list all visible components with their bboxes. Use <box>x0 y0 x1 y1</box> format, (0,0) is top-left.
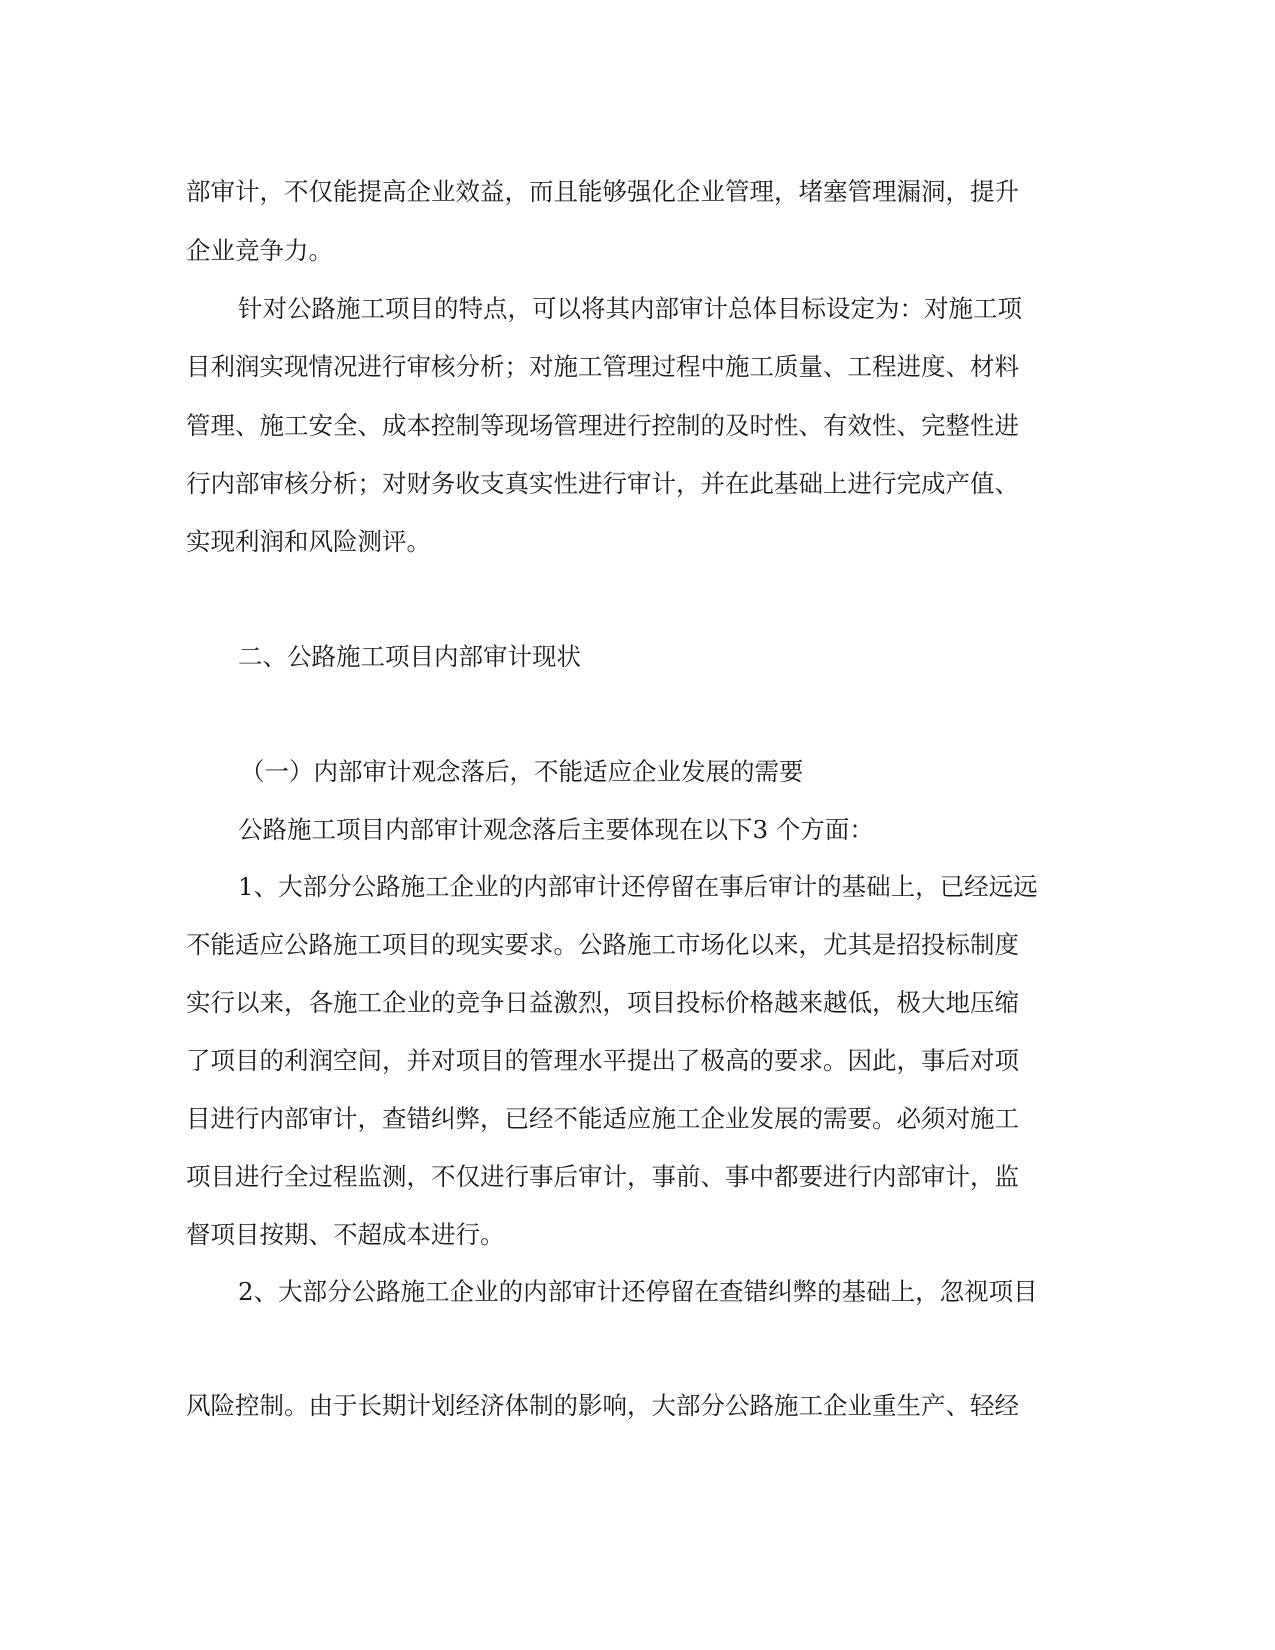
paragraph-2-line-2: 目利润实现情况进行审核分析；对施工管理过程中施工质量、工程进度、材料 <box>186 352 1019 381</box>
point-1-line-1: 1、大部分公路施工企业的内部审计还停留在事后审计的基础上，已经远远 <box>238 872 1038 901</box>
point-1-line-5: 目进行内部审计，查错纠弊，已经不能适应施工企业发展的需要。必须对施工 <box>186 1104 1019 1133</box>
point-1-line-7: 督项目按期、不超成本进行。 <box>186 1220 505 1249</box>
intro-line: 公路施工项目内部审计观念落后主要体现在以下3 个方面： <box>238 815 874 844</box>
paragraph-1-line-2: 企业竞争力。 <box>186 236 333 265</box>
section-heading: 二、公路施工项目内部审计现状 <box>238 642 581 671</box>
point-1-line-6: 项目进行全过程监测，不仅进行事后审计，事前、事中都要进行内部审计，监 <box>186 1162 1019 1191</box>
point-1-line-4: 了项目的利润空间，并对项目的管理水平提出了极高的要求。因此，事后对项 <box>186 1046 1019 1075</box>
point-2-line-1: 2、大部分公路施工企业的内部审计还停留在查错纠弊的基础上，忽视项目 <box>238 1277 1038 1306</box>
subsection-heading: （一）内部审计观念落后，不能适应企业发展的需要 <box>240 757 804 786</box>
point-1-line-3: 实行以来，各施工企业的竞争日益激烈，项目投标价格越来越低，极大地压缩 <box>186 988 1019 1017</box>
paragraph-2-line-1: 针对公路施工项目的特点，可以将其内部审计总体目标设定为：对施工项 <box>238 294 1022 323</box>
paragraph-2-line-4: 行内部审核分析；对财务收支真实性进行审计，并在此基础上进行完成产值、 <box>186 469 1019 498</box>
paragraph-2-line-3: 管理、施工安全、成本控制等现场管理进行控制的及时性、有效性、完整性进 <box>186 411 1019 440</box>
point-1-line-2: 不能适应公路施工项目的现实要求。公路施工市场化以来，尤其是招投标制度 <box>186 930 1019 959</box>
point-2-line-2: 风险控制。由于长期计划经济体制的影响，大部分公路施工企业重生产、轻经 <box>186 1391 1019 1420</box>
paragraph-2-line-5: 实现利润和风险测评。 <box>186 527 431 556</box>
paragraph-1-line-1: 部审计，不仅能提高企业效益，而且能够强化企业管理，堵塞管理漏洞，提升 <box>186 177 1019 206</box>
